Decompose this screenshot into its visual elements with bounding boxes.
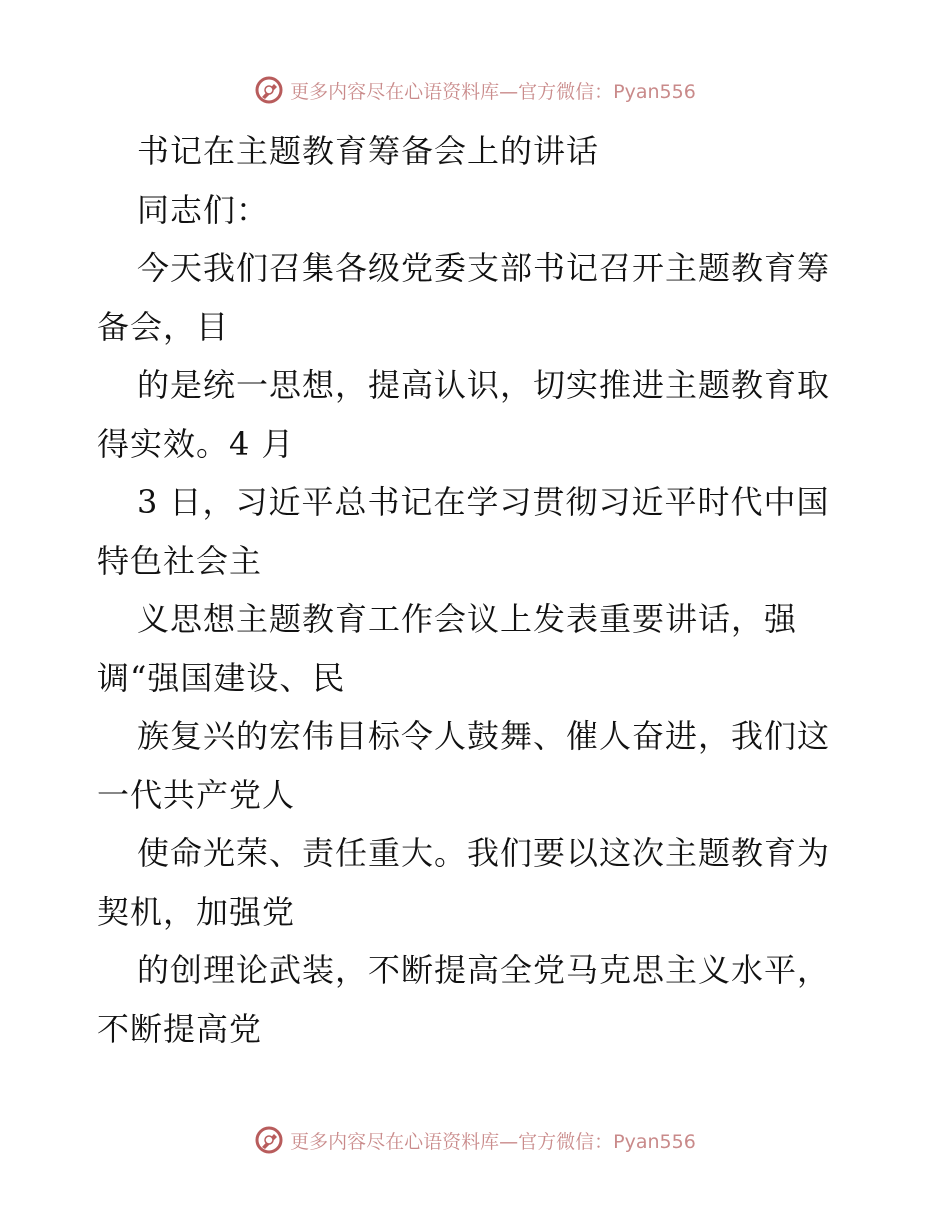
watermark-prefix: 更多内容尽在心语资料库 [290, 80, 500, 103]
watermark-suffix: 官方微信：Pyan556 [518, 1130, 696, 1153]
paragraph-line: 不断提高党 [97, 1009, 263, 1048]
quill-seal-icon [254, 75, 284, 105]
watermark-suffix: 官方微信：Pyan556 [518, 80, 696, 103]
paragraph-line: 调“强国建设、民 [97, 658, 346, 697]
watermark-text [290, 1127, 696, 1154]
paragraph-line: 特色社会主 [97, 541, 263, 580]
document-body [97, 122, 857, 1058]
paragraph-line: 备会，目 [97, 307, 230, 346]
watermark-dash: — [499, 80, 519, 103]
watermark-dash: — [499, 1130, 519, 1153]
paragraph-line: 今天我们召集各级党委支部书记召开主题教育筹 [137, 249, 831, 287]
paragraph-line: 的创理论武装，不断提高全党马克思主义水平， [137, 951, 831, 989]
salutation: 同志们： [137, 190, 270, 229]
paragraph-line: 使命光荣、责任重大。我们要以这次主题教育为 [137, 834, 831, 872]
paragraph-line: 义思想主题教育工作会议上发表重要讲话，强 [137, 600, 798, 638]
paragraph-line: 契机，加强党 [97, 892, 296, 931]
paragraph-line: 3 日，习近平总书记在学习贯彻习近平时代中国 [137, 483, 830, 521]
watermark-prefix: 更多内容尽在心语资料库 [290, 1130, 500, 1153]
paragraph-line: 族复兴的宏伟目标令人鼓舞、催人奋进，我们这 [137, 717, 831, 755]
document-title: 书记在主题教育筹备会上的讲话 [137, 132, 600, 170]
quill-seal-icon [254, 1125, 284, 1155]
paragraph-line: 得实效。4 月 [97, 424, 295, 463]
header-watermark [0, 70, 950, 110]
paragraph-line: 的是统一思想，提高认识，切实推进主题教育取 [137, 366, 831, 404]
paragraph-line: 一代共产党人 [97, 775, 296, 814]
watermark-text [290, 77, 696, 104]
footer-watermark [0, 1120, 950, 1160]
